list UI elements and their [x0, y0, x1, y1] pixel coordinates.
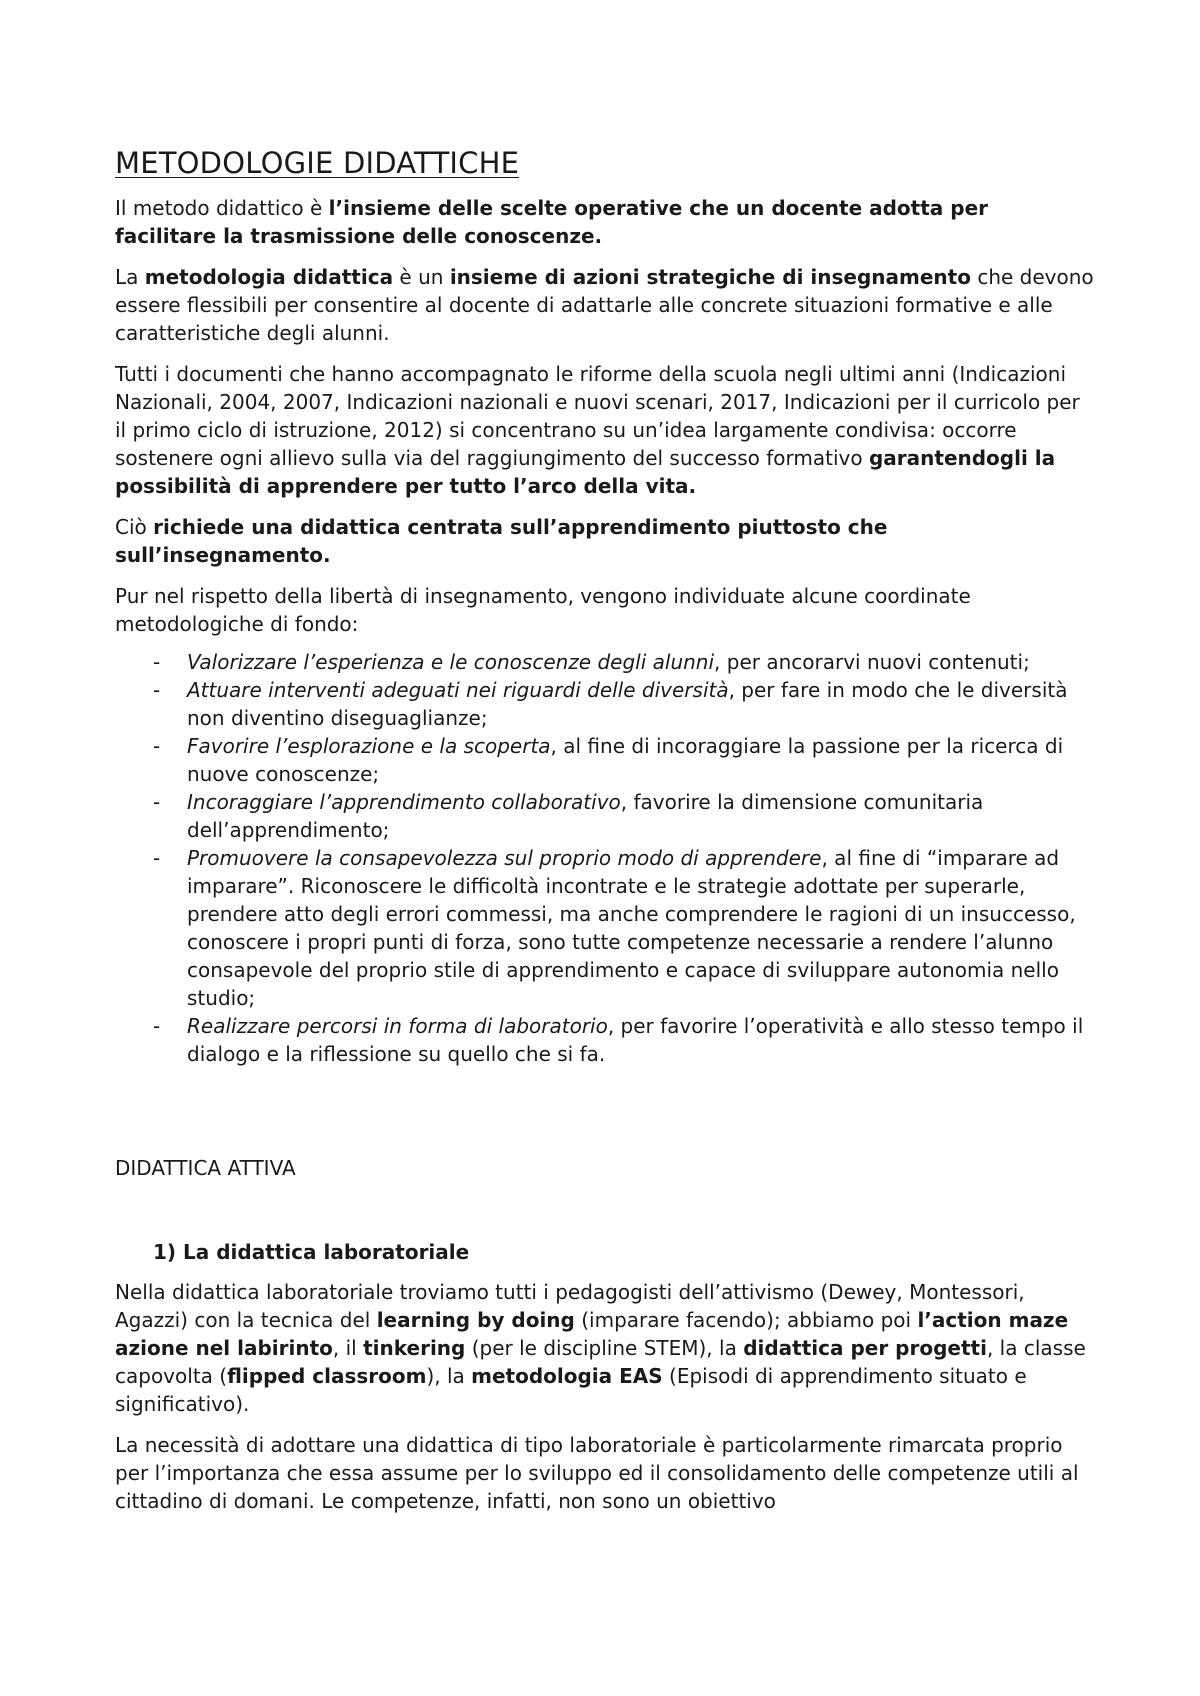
text-run: , il: [332, 1336, 364, 1360]
text-run: , per ancorarvi nuovi contenuti;: [714, 650, 1030, 674]
text-run: , favorire la dimensione comunitaria dell’apprendimento;: [187, 790, 984, 842]
text-run: (per le discipline STEM), la: [465, 1336, 744, 1360]
text-run: Ciò: [115, 515, 154, 539]
bold-run: insieme di azioni strategiche di insegnamento: [449, 265, 971, 289]
italic-run: Promuovere la consapevolezza sul proprio modo di apprendere: [187, 846, 822, 870]
bold-run: learning by doing: [376, 1308, 575, 1332]
text-run: , al fine di “imparare ad imparare”. Riconoscere le difficoltà incontrate e le strategie adottate per superarle, prendere atto degli errori commessi, ma anche comprendere le ragioni di un insuccesso, conoscere i propri punti di forza, sono tutte competenze necessarie a rendere l’alunno consapevole del proprio stile di apprendimento e capace di sviluppare autonomia nello studio;: [187, 846, 1076, 1010]
list-item: [115, 648, 1095, 676]
bold-run: richiede una didattica centrata sull’apprendimento piuttosto che sull’insegnamento.: [115, 515, 888, 567]
bold-run: l’action maze azione nel labirinto: [115, 1308, 1069, 1360]
italic-run: Incoraggiare l’apprendimento collaborativo: [187, 790, 621, 814]
paragraph-laboratoriale: [115, 1278, 1095, 1418]
dash-bullet: -: [153, 734, 161, 758]
dash-bullet: -: [153, 678, 161, 702]
text-run: (Episodi di apprendimento situato e significativo).: [115, 1364, 1027, 1416]
text-run: (imparare facendo); abbiamo poi: [574, 1308, 918, 1332]
italic-run: Realizzare percorsi in forma di laboratorio: [187, 1014, 608, 1038]
dash-bullet: -: [153, 790, 161, 814]
text-run: , per fare in modo che le diversità non diventino diseguaglianze;: [187, 678, 1068, 730]
bold-run: metodologia EAS: [471, 1364, 663, 1388]
paragraph-coordinate: Pur nel rispetto della libertà di insegnamento, vengono individuate alcune coordinate metodologiche di fondo:: [115, 584, 971, 636]
text-run: Tutti i documenti che hanno accompagnato le riforme della scuola negli ultimi anni (Indicazioni Nazionali, 2004, 2007, Indicazioni nazionali e nuovi scenari, 2017, Indicazioni per il curricolo per il primo ciclo di istruzione, 2012) si concentrano su un’idea largamente condivisa: occorre sostenere ogni allievo sulla via del raggiungimento del successo formativo: [115, 362, 1080, 470]
dash-bullet: -: [153, 650, 161, 674]
text-run: che devono essere flessibili per consentire al docente di adattarle alle concrete situazioni formative e alle caratteristiche degli alunni.: [115, 265, 1094, 345]
paragraph-documenti: [115, 360, 1095, 500]
text-run: , per favorire l’operatività e allo stesso tempo il dialogo e la riflessione su quello che si fa.: [187, 1014, 1084, 1066]
bold-run: tinkering: [363, 1336, 466, 1360]
dash-bullet: -: [153, 846, 161, 870]
text-run: è un: [393, 265, 450, 289]
list-item: [115, 1012, 1095, 1068]
italic-run: Attuare interventi adeguati nei riguardi delle diversità: [187, 678, 729, 702]
page-title: METODOLOGIE DIDATTICHE: [115, 146, 520, 180]
paragraph-didattica-centrata: [115, 513, 1095, 569]
text-run: Il metodo didattico è: [115, 196, 329, 220]
document-page: [115, 146, 1095, 1528]
subsection-heading: 1) La didattica laboratoriale: [153, 1240, 470, 1264]
bold-run: flipped classroom: [227, 1364, 427, 1388]
bold-run: l’insieme delle scelte operative che un docente adotta per facilitare la trasmissione delle conoscenze.: [115, 196, 988, 248]
bold-run: metodologia didattica: [144, 265, 394, 289]
dash-bullet: -: [153, 1014, 161, 1038]
text-run: , la classe capovolta (: [115, 1336, 1086, 1388]
italic-run: Valorizzare l’esperienza e le conoscenze degli alunni: [187, 650, 715, 674]
text-run: Nella didattica laboratoriale troviamo tutti i pedagogisti dell’attivismo (Dewey, Montessori, Agazzi) con la tecnica del: [115, 1280, 1025, 1332]
bold-run: didattica per progetti: [743, 1336, 987, 1360]
text-run: ), la: [426, 1364, 472, 1388]
text-run: La: [115, 265, 145, 289]
list-item: [115, 788, 1095, 844]
italic-run: Favorire l’esplorazione e la scoperta: [187, 734, 551, 758]
bold-run: garantendogli la possibilità di apprendere per tutto l’arco della vita.: [115, 446, 1056, 498]
paragraph-metodo: [115, 194, 1095, 250]
list-item: [115, 676, 1095, 732]
paragraph-metodologia: [115, 263, 1095, 347]
coordinate-list: [115, 648, 1095, 1068]
text-run: , al fine di incoraggiare la passione per la ricerca di nuove conoscenze;: [187, 734, 1064, 786]
list-item: [115, 844, 1095, 1012]
section-heading: DIDATTICA ATTIVA: [115, 1156, 296, 1180]
paragraph-necessita: La necessità di adottare una didattica di tipo laboratoriale è particolarmente rimarcata proprio per l’importanza che essa assume per lo sviluppo ed il consolidamento delle competenze utili al cittadino di domani. Le competenze, infatti, non sono un obiettivo: [115, 1433, 1079, 1513]
list-item: [115, 732, 1095, 788]
